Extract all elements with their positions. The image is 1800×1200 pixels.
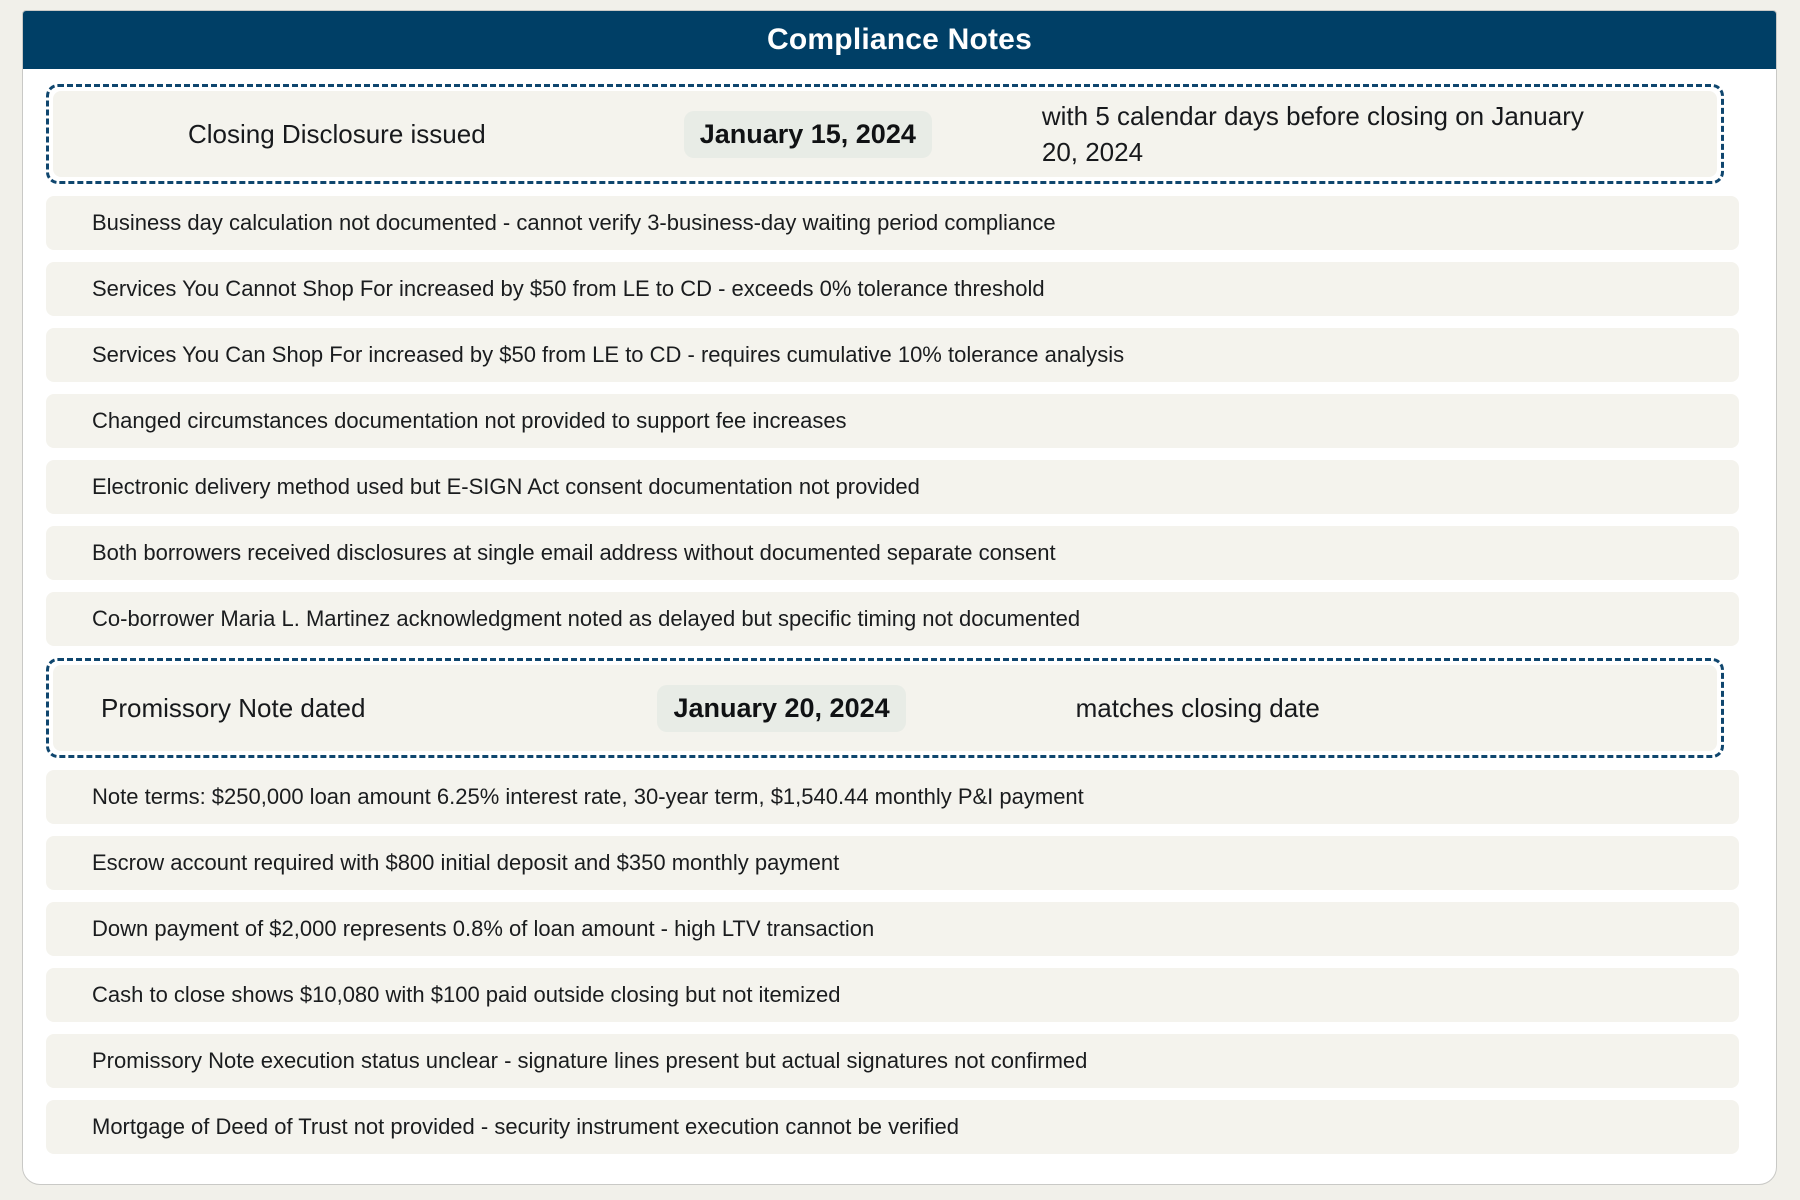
page-title: Compliance Notes	[767, 23, 1032, 56]
note-suffix-text: with 5 calendar days before closing on January 20, 2024	[1041, 101, 1584, 167]
note-prefix-text: Closing Disclosure issued	[188, 118, 486, 149]
note-item	[46, 526, 1739, 580]
note-item	[46, 394, 1739, 448]
note-item-text: Business day calculation not documented - cannot verify 3-business-day waiting period compliance	[92, 210, 1056, 235]
note-item	[46, 328, 1739, 382]
note-item-text: Promissory Note execution status unclear - signature lines present but actual signatures not confirmed	[92, 1048, 1088, 1073]
note-item	[46, 836, 1739, 890]
note-item	[46, 1034, 1739, 1088]
compliance-notes-panel	[22, 10, 1777, 1185]
closing-disclosure-date-chip[interactable]: January 15, 2024	[684, 111, 932, 158]
note-item	[46, 770, 1739, 824]
note-item	[46, 1100, 1739, 1154]
notes-list	[23, 69, 1776, 1174]
note-item-text: Note terms: $250,000 loan amount 6.25% interest rate, 30-year term, $1,540.44 monthly P&I payment	[92, 784, 1084, 809]
note-item-text: Services You Can Shop For increased by $50 from LE to CD - requires cumulative 10% tolerance analysis	[92, 342, 1125, 367]
note-item	[46, 460, 1739, 514]
note-item-text: Co-borrower Maria L. Martinez acknowledgment noted as delayed but specific timing not documented	[92, 606, 1081, 631]
note-item	[46, 262, 1739, 316]
note-item-text: Mortgage of Deed of Trust not provided - security instrument execution cannot be verified	[92, 1114, 960, 1139]
promissory-note-content	[53, 665, 1717, 751]
note-item	[46, 902, 1739, 956]
promissory-note-date-chip[interactable]: January 20, 2024	[657, 685, 905, 732]
note-item-text: Cash to close shows $10,080 with $100 paid outside closing but not itemized	[92, 982, 841, 1007]
note-suffix-text: matches closing date	[1075, 692, 1320, 723]
note-item-text: Escrow account required with $800 initial deposit and $350 monthly payment	[92, 850, 840, 875]
panel-header	[23, 11, 1776, 69]
note-item-text: Changed circumstances documentation not provided to support fee increases	[92, 408, 847, 433]
note-item-text: Electronic delivery method used but E-SIGN Act consent documentation not provided	[92, 474, 920, 499]
note-item	[46, 968, 1739, 1022]
note-item	[46, 592, 1739, 646]
note-prefix-text: Promissory Note dated	[101, 692, 366, 723]
note-item-text: Services You Cannot Shop For increased by $50 from LE to CD - exceeds 0% tolerance threshold	[92, 276, 1045, 301]
note-item-text: Down payment of $2,000 represents 0.8% of loan amount - high LTV transaction	[92, 916, 875, 941]
promissory-note-box[interactable]	[46, 658, 1724, 758]
note-item-text: Both borrowers received disclosures at single email address without documented separate consent	[92, 540, 1056, 565]
closing-disclosure-note-content	[53, 91, 1717, 177]
closing-disclosure-note-box[interactable]	[46, 84, 1724, 184]
note-item	[46, 196, 1739, 250]
